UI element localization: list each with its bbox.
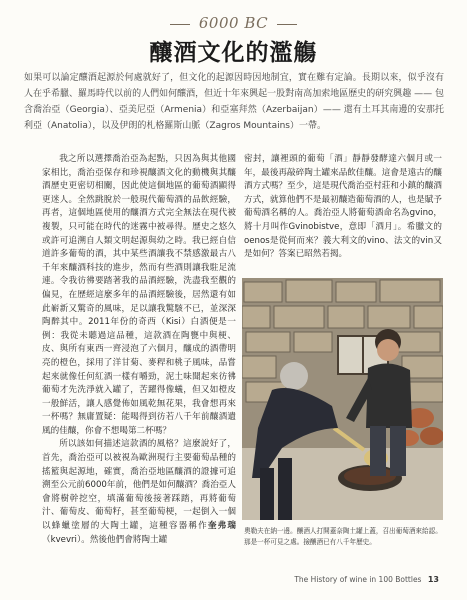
left-paragraph-2-text-a: 所以該如何描述這款酒的風格？這麼說好了，首先，喬治亞可以被視為歐洲現行主要葡萄品種的搖籃與起源地，確實，喬治亞地區釀酒的證據可追溯至公元前6000年前，他們是如何釀酒？喬治亞人會將樹幹挖空，填滿葡萄後接著踩踏，再將葡萄汁、葡萄皮、葡萄籽，甚至葡萄梗，一起倒入一個以蜂蠟塗層的大陶土罐，這種容器稱作: [42, 439, 236, 532]
kvevri-term: 奎弗瑞: [207, 521, 236, 532]
era-kicker: [0, 13, 467, 32]
photo-illustration: [242, 278, 443, 520]
left-column: [42, 153, 236, 547]
book-title: The History of wine in 100 Bottles: [294, 575, 422, 584]
intro-paragraph: 如果可以論定釀酒起源於何處就好了，但文化的起源因時因地制宜，實在難有定論。長期以來，似乎沒有人在乎希臘、羅馬時代以前的人們如何釀酒，但近十年來興起一股對南高加索地區歷史的研究興趣 —— 包含喬治亞（Georgia）、亞美尼亞（Armenia）和亞塞拜然（Azerbaijan）—— 還有土耳其南邊的安那托利亞（Anatolia），以及伊朗的札格羅斯山脈（Zagros Mountains）一帶。: [24, 73, 444, 131]
right-column: [244, 153, 442, 262]
left-paragraph-2: [42, 438, 236, 547]
page-footer: [294, 575, 439, 584]
page-title: 釀酒文化的濫觴: [149, 40, 318, 66]
page-number: 13: [427, 575, 439, 584]
photo-caption: 奧勒夫在納一邊。釀酒人打開蓋奈陶土罐上蓋，召出葡萄酒來給認。那是一杯可見之處。撿釀酒已有八千年歷史。: [244, 527, 442, 546]
winemaker-photo: [242, 278, 443, 520]
kicker-rule-left: [170, 24, 190, 25]
left-paragraph-2-text-b: （kvevri）。然後他們會將陶土罐: [42, 534, 168, 545]
left-paragraph-1: 我之所以選擇喬治亞為起點，只因為與其他國家相比，喬治亞保存和珍視釀酒文化的動機與其釀酒歷史更密切相關，因此使這個地區的葡萄酒顯得更迷人。全然跳脫於一般現代葡萄酒的品飲經驗，再者，這個地區使用的釀酒方式完全無法在現代被複製，只可能在時代的迷霧中被尋得。歷史之悠久或許可追溯自人類文明起源與幼之時。我已經自信道許多葡萄的酒，其中某些酒讓我不禁感激最古八千年來釀酒科技的進步，然而有些酒則讓我駐足流連。令我彷彿要踏著我的品酒經驗，洗盡我至觀的偏見，在歷經這麼多年的品酒經驗後，居然還有如此嶄新又驚奇的風味，足以讓我驚駭不已，並深深陶醉其中。2011年份的奇西（Kisi）白酒便是一例：我從未聽過這品種，這款酒在陶甕中與梗、皮、與所有東西一齊浸泡了六個月，釀成的酒帶明亮的橙色，採用了洋甘菊、麥稈和桃子風味，品嘗起來就像任何紅酒一樣有嚼勁，泥土味聞起來彷彿葡萄才先洗淨就入罐了，苦躍得像蟻，但又如橙皮一般鮮活，讓人感覺佈如風乾無花果，我會想再來一杯嗎？無庸置疑：能喝得到彷若八千年前釀酒遺風的佳釀，你會不想喝第二杯嗎？: [42, 154, 236, 436]
kicker-text: 6000 BC: [198, 14, 269, 32]
right-paragraph-1: 密封，讓裡頭的葡萄「酒」靜靜發酵達六個月或一年，最後再敲碎陶土罐來品飲佳釀。這會是遠古的釀酒方式嗎？至少，這是現代喬治亞村莊和小鎮的釀酒方式，就算他們不是最初釀造葡萄酒的人，也是賦予葡萄酒名稱的人。喬治亞人將葡萄酒命名為gvino，將十月叫作Gvinobistve，意即「酒月」。希臘文的oenos是從何而來？義大利文的vino、法文的vin又是如何？答案已昭然若揭。: [244, 154, 442, 260]
kicker-rule-right: [277, 24, 297, 25]
